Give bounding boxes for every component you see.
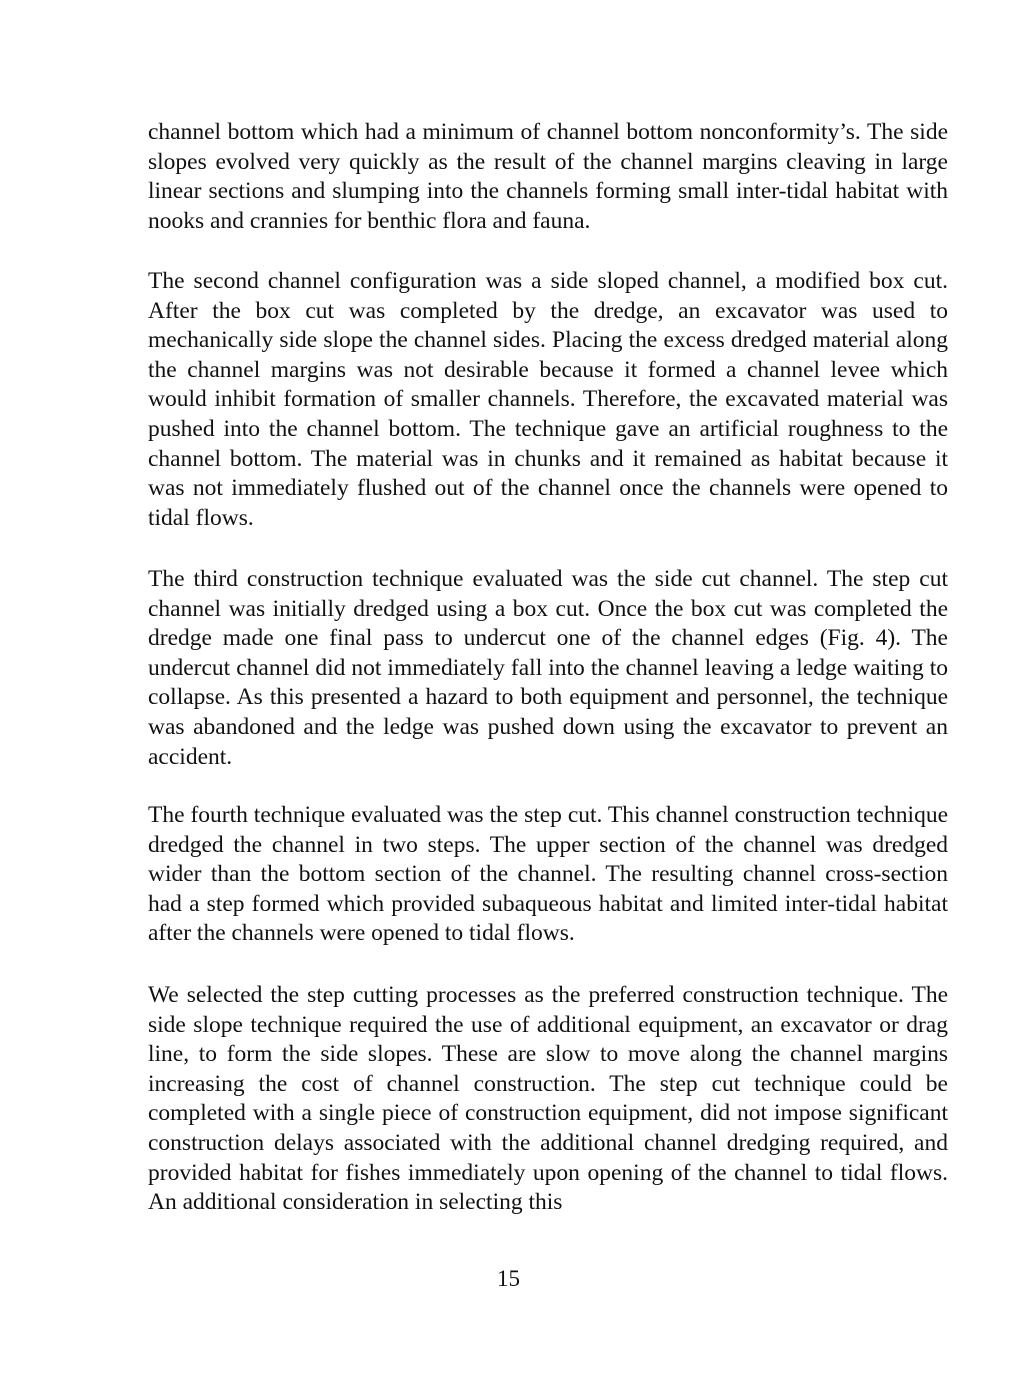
paragraph-selected-technique: We selected the step cutting processes as the preferred construction technique. The side slope technique required the use of additional equipment, an excavator or drag line, to form the side slopes. These are slow to move along the channel margins increasing the cost of channel construction. The step cut technique could be completed with a single piece of construction equipment, did not impose significant construction delays associated with the additional channel dredging required, and provided habitat for fishes immediately upon opening of the channel to tidal flows. An additional consideration in selecting this <box>148 982 948 1216</box>
paragraph-third-technique: The third construction technique evaluated was the side cut channel. The step cut channel was initially dredged using a box cut. Once the box cut was completed the dredge made one final pass to undercut one of the channel edges (Fig. 4). The undercut channel did not immediately fall into the channel leaving a ledge waiting to collapse. As this presented a hazard to both equipment and personnel, the technique was abandoned and the ledge was pushed down using the excavator to prevent an accident. <box>148 566 948 770</box>
paragraph-channel-bottom: channel bottom which had a minimum of channel bottom nonconformity’s. The side slopes evolved very quickly as the result of the channel margins cleaving in large linear sections and slumping into the channels forming small inter-tidal habitat with nooks and crannies for benthic flora and fauna. <box>148 119 948 234</box>
paragraph-second-configuration: The second channel configuration was a side sloped channel, a modified box cut. After the box cut was completed by the dredge, an excavator was used to mechanically side slope the channel sides. Placing the excess dredged material along the channel margins was not desirable because it formed a channel levee which would inhibit formation of smaller channels. Therefore, the excavated material was pushed into the channel bottom. The technique gave an artificial roughness to the channel bottom. The material was in chunks and it remained as habitat because it was not immediately flushed out of the channel once the channels were opened to tidal flows. <box>148 268 948 531</box>
page-number: 15 <box>497 1266 520 1291</box>
paragraph-fourth-technique: The fourth technique evaluated was the step cut. This channel construction technique dredged the channel in two steps. The upper section of the channel was dredged wider than the bottom section of the channel. The resulting channel cross-section had a step formed which provided subaqueous habitat and limited inter-tidal habitat after the channels were opened to tidal flows. <box>148 802 948 947</box>
